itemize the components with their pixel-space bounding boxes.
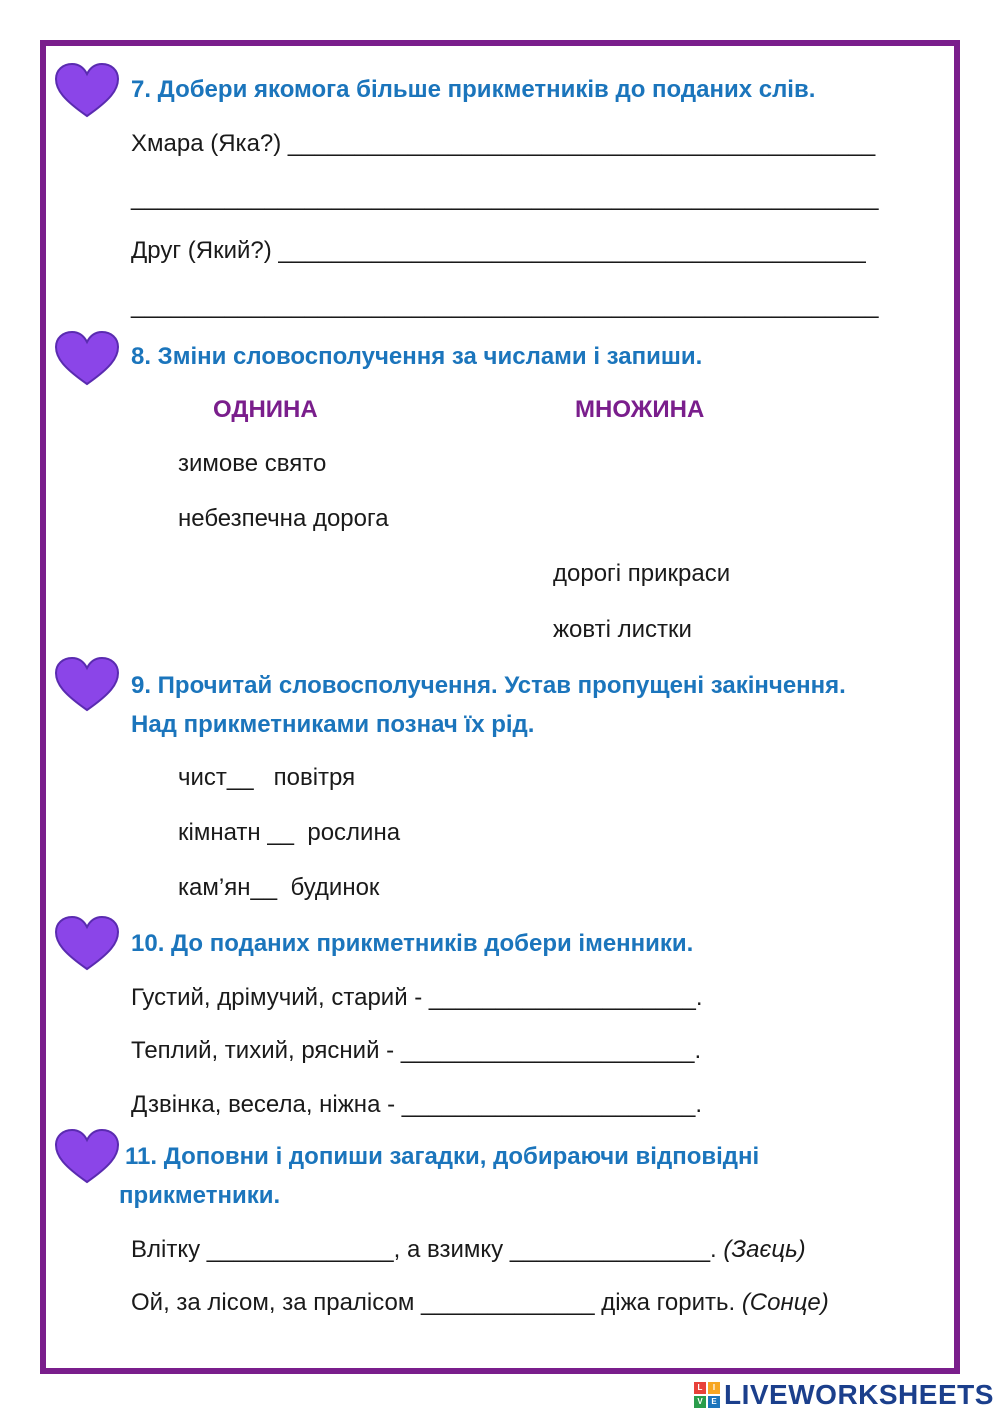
q11-title-line-1: 11. Доповни і допиши загадки, добираючи відповідні [125,1143,760,1170]
q8-title: 8. Зміни словосполучення за числами і запиши. [131,343,703,370]
q7-title: 7. Добери якомога більше прикметників до поданих слів. [131,76,816,103]
q7-answer-line-2[interactable]: ________________________________________________________ [131,184,879,211]
logo-icon-letter: L [694,1382,706,1394]
q8-item-1: зимове свято [178,450,327,477]
q11-riddle-2-answer: (Сонце) [741,1289,829,1316]
liveworksheets-logo [694,1378,994,1412]
q11-riddle-1[interactable] [131,1236,806,1264]
q11-title-line-2: прикметники. [119,1182,281,1209]
logo-icon [694,1382,720,1408]
q8-item-3: дорогі прикраси [553,560,731,587]
heart-icon [54,656,120,712]
logo-icon-letter: I [708,1382,720,1394]
heart-icon [54,62,120,118]
q8-item-2: небезпечна дорога [178,505,389,532]
q11-riddle-2-text: Ой, за лісом, за пралісом _____________ діжа горить. [131,1289,742,1316]
q10-item-1[interactable]: Густий, дрімучий, старий - ____________________. [131,984,703,1011]
q7-answer-line-friend[interactable]: Друг (Який?) ____________________________________________ [131,237,866,264]
q9-item-3[interactable]: кам’ян__ будинок [178,874,380,901]
q11-riddle-2[interactable] [131,1289,829,1317]
q11-riddle-1-answer: (Заєць) [723,1236,806,1263]
q10-item-3[interactable]: Дзвінка, весела, ніжна - ______________________. [131,1091,703,1118]
q9-item-1[interactable]: чист__ повітря [178,764,356,791]
q9-title-line-1: 9. Прочитай словосполучення. Устав пропущені закінчення. [131,672,846,699]
heart-icon [54,330,120,386]
q7-answer-line-cloud[interactable]: Хмара (Яка?) ____________________________________________ [131,130,876,157]
logo-text: LIVEWORKSHEETS [724,1379,994,1410]
q9-title-line-2: Над прикметниками познач їх рід. [131,711,535,738]
heart-icon [54,915,120,971]
q7-answer-line-4[interactable]: ________________________________________________________ [131,292,879,319]
q9-item-2[interactable]: кімнатн __ рослина [178,819,401,846]
logo-icon-letter: V [694,1396,706,1408]
logo-icon-letter: E [708,1396,720,1408]
q8-item-4: жовті листки [553,616,692,643]
q10-item-2[interactable]: Теплий, тихий, рясний - ______________________. [131,1037,702,1064]
q10-title: 10. До поданих прикметників добери іменники. [131,930,694,957]
q8-singular-header: ОДНИНА [213,396,318,423]
q8-plural-header: МНОЖИНА [575,396,705,423]
q11-riddle-1-text: Влітку ______________, а взимку _______________. [131,1236,724,1263]
heart-icon [54,1128,120,1184]
